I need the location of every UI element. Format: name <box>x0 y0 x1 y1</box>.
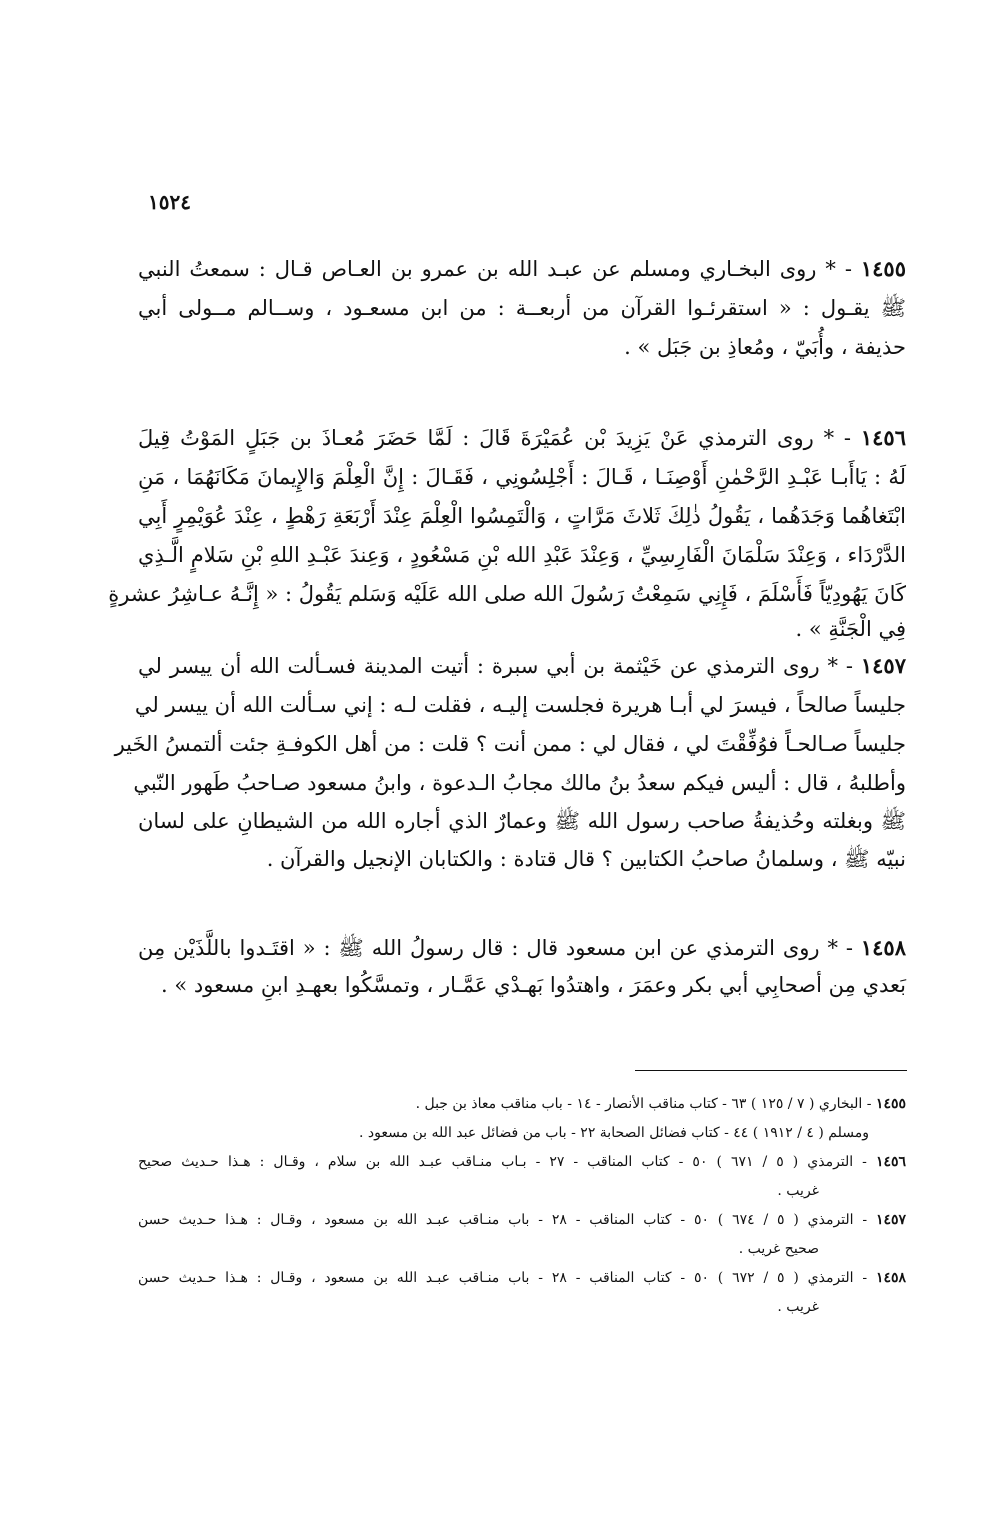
page-number: ١٥٢٤ <box>148 190 191 214</box>
entry-1457-line-5: ﷺ وبغلته وحُذيفةُ صاحب رسول الله ﷺ وعمارٌ الذي أجاره الله من الشيطانِ على لسان <box>138 809 906 833</box>
footnote-1458-cont: غريب . <box>777 1299 819 1315</box>
entry-1455-line-1 <box>138 254 906 284</box>
entry-1458-line-1 <box>138 933 906 963</box>
footnote-text: - الترمذي ( ٥ / ٦٧١ ) ٥٠ - كتاب المناقب - ٢٧ - بـاب منـاقب عبـد الله بن سلام ، وقـال : هـذا حـديث صحيح <box>138 1154 867 1170</box>
footnote-1458 <box>138 1267 906 1289</box>
footnote-number: ١٤٥٥ <box>875 1096 906 1112</box>
line-text: - * روى البخـاري ومسلم عن عبـد الله بن عمرو بن العـاص قـال : سمعتُ النبي <box>138 257 852 281</box>
entry-1456-line-4: الدَّرْدَاء ، وَعِنْدَ سَلْمَانَ الْفَارِسِيِّ ، وَعِنْدَ عَبْدِ الله بْنِ مَسْعُودٍ ، وَعِندَ عَبْـدِ اللهِ بْنِ سَلامٍ الَّـذِي <box>138 543 906 567</box>
entry-1456-line-1 <box>138 423 906 453</box>
entry-1457-line-3: جليساً صـالحـاً فوُفِّقْتَ لي ، فقال لي : ممن أنت ؟ قلت : من أهل الكوفـةِ جئت ألتمسُ الخَير <box>114 732 906 756</box>
entry-1456-line-5: كَانَ يَهُودِيّاً فَأَسْلَمَ ، فَإِنِي سَمِعْتُ رَسُولَ الله صلى الله عَلَيْه وَسَلم يَقُولُ : « إِنَّـهُ عـاشِرُ عشرةٍ <box>108 582 906 606</box>
footnote-text: - الترمذي ( ٥ / ٦٧٢ ) ٥٠ - كتاب المناقب - ٢٨ - باب منـاقب عبـد الله بن مسعود ، وقـال : هـذا حـديث حسن <box>138 1270 868 1286</box>
footnote-1456 <box>138 1151 906 1173</box>
footnote-1457-cont: صحيح غريب . <box>738 1241 819 1257</box>
footnote-1456-cont: غريب . <box>777 1183 819 1199</box>
entry-1457-line-2: جليساً صالحاً ، فيسرَ لي أبـا هريرة فجلست إليـه ، فقلت لـه : إني سـألت الله أن ييسر لي <box>134 693 906 717</box>
footnote-text: - الترمذي ( ٥ / ٦٧٤ ) ٥٠ - كتاب المناقب - ٢٨ - باب منـاقب عبـد الله بن مسعود ، وقـال : هـذا حـديث حسن <box>138 1212 868 1228</box>
line-text: - * روى الترمذي عَنْ يَزِيدَ بْن عُمَيْرَةَ قَالَ : لَمَّا حَضَرَ مُعـاذَ بن جَبَلٍ المَوْتُ قِيلَ <box>138 426 852 450</box>
footnote-muslim: ومسلم ( ٤ / ١٩١٢ ) ٤٤ - كتاب فضائل الصحابة ٢٢ - باب من فضائل عبد الله بن مسعود . <box>358 1125 869 1141</box>
entry-1456-line-3: ابْتَغاهُما وَجَدَهُما ، يَقُولُ ذٰلِكَ ثَلاثَ مَرَّاتٍ ، وَالْتَمِسُوا الْعِلْمَ عِنْدَ أَرْبَعَةِ رَهْطٍ ، عِنْدَ عُوَيْمِرٍ أَبِي <box>138 504 906 528</box>
footnote-number: ١٤٥٦ <box>875 1154 907 1170</box>
entry-1458-line-2: بَعدي مِن أصحابِي أبي بكر وعمَرَ ، واهتدُوا بَهـدْي عَمَّـار ، وتمسَّكُوا بعهـدِ ابنِ مسعود » . <box>161 973 906 997</box>
footnote-text: - البخاري ( ٧ / ١٢٥ ) ٦٣ - كتاب مناقب الأنصار - ١٤ - باب مناقب معاذ بن جبل . <box>415 1096 872 1112</box>
footnote-1457 <box>138 1209 906 1231</box>
entry-1457-line-1 <box>138 651 906 681</box>
entry-number: ١٤٥٨ <box>860 935 906 960</box>
entry-1456-line-6: فِي الْجَنَّةِ » . <box>795 617 906 641</box>
line-text: - * روى الترمذي عن ابن مسعود قال : قال رسولُ الله ﷺ : « اقتَـدوا باللَّذَيْن مِن <box>138 936 853 960</box>
entry-number: ١٤٥٧ <box>860 653 906 678</box>
entry-1457-line-6: نبيّه ﷺ ، وسلمانُ صاحبُ الكتابين ؟ قال قتادة : والكتابان الإنجيل والقرآن . <box>266 847 906 871</box>
footnote-divider <box>635 1070 907 1071</box>
entry-1456-line-2: لَهُ : يَاأَبـا عَبْـدِ الرَّحْمٰنِ أَوْصِنَـا ، قَـالَ : أَجْلِسُونِي ، فَقَـالَ : إِنَّ الْعِلْمَ وَالإِيمانَ مَكَانَهُمَا ، مَنِ <box>138 465 906 489</box>
entry-1455-line-2: ﷺ يقـول : « استقرئـوا القرآن من أربعــة : من ابن مسعـود ، وســالم مــولى أبي <box>138 296 906 320</box>
footnote-number: ١٤٥٨ <box>875 1270 907 1286</box>
line-text: - * روى الترمذي عن خَيْثمة بن أبي سبرة : أتيت المدينة فسـألت الله أن ييسر لي <box>138 654 853 678</box>
entry-number: ١٤٥٦ <box>860 425 906 450</box>
footnote-number: ١٤٥٧ <box>875 1212 907 1228</box>
entry-number: ١٤٥٥ <box>860 256 906 281</box>
entry-1457-line-4: وأطلبهُ ، قال : أليس فيكم سعدُ بنُ مالك مجابُ الـدعوة ، وابنُ مسعود صـاحبُ طَهور النّبي <box>133 771 906 795</box>
footnote-1455 <box>138 1093 906 1115</box>
entry-1455-line-3: حذيفة ، وأُبَيّ ، ومُعاذِ بن جَبَل » . <box>624 335 906 359</box>
